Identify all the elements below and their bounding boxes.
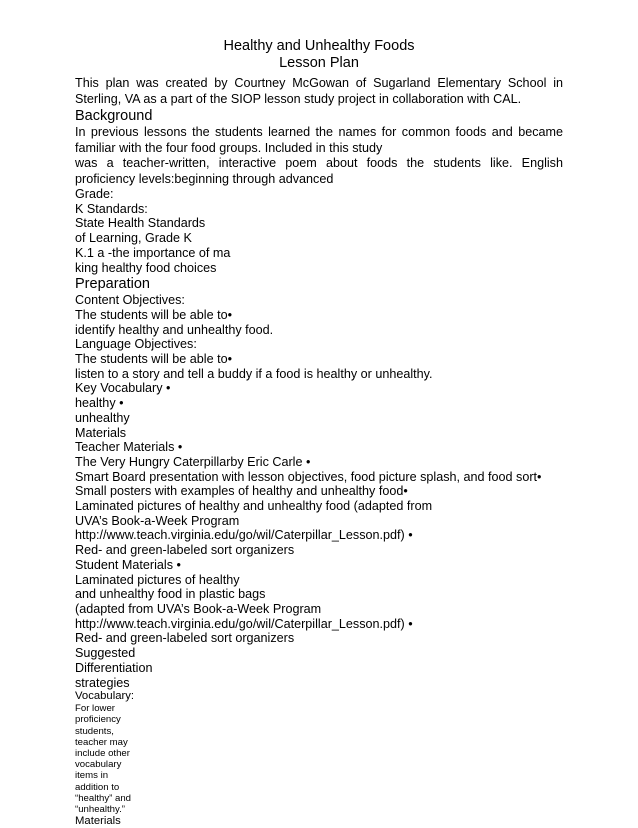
differentiation-block bbox=[75, 690, 563, 828]
preparation-line: Red- and green-labeled sort organizers bbox=[75, 631, 295, 646]
background-paragraph-1: In previous lessons the students learned the names for common foods and became familiar with the four food groups. Included in this study bbox=[75, 125, 563, 155]
preparation-line: Small posters with examples of healthy and unhealthy food• bbox=[75, 484, 408, 499]
document-page bbox=[75, 38, 563, 828]
preparation-line: and unhealthy food in plastic bags bbox=[75, 587, 266, 602]
preparation-line: http://www.teach.virginia.edu/go/wil/Caterpillar_Lesson.pdf) • bbox=[75, 616, 413, 631]
preparation-line: healthy • bbox=[75, 396, 124, 411]
preparation-line: UVA’s Book-a-Week Program bbox=[75, 513, 240, 528]
preparation-line: http://www.teach.virginia.edu/go/wil/Caterpillar_Lesson.pdf) • bbox=[75, 528, 413, 543]
background-line: K Standards: bbox=[75, 201, 148, 216]
preparation-line: Laminated pictures of healthy and unhealthy food (adapted from bbox=[75, 499, 433, 514]
background-lines bbox=[75, 187, 563, 275]
differentiation-line: “healthy” and bbox=[75, 792, 131, 804]
differentiation-line: items in bbox=[75, 770, 109, 782]
differentiation-line: “unhealthy.” bbox=[75, 804, 125, 816]
preparation-line: Suggested bbox=[75, 646, 136, 661]
preparation-line: The students will be able to• bbox=[75, 307, 233, 322]
background-line: K.1 a -the importance of ma bbox=[75, 245, 231, 260]
preparation-line: The Very Hungry Caterpillarby Eric Carle • bbox=[75, 454, 311, 469]
preparation-line: Red- and green-labeled sort organizers bbox=[75, 543, 295, 558]
preparation-line: strategies bbox=[75, 675, 130, 690]
differentiation-line: proficiency bbox=[75, 714, 121, 726]
background-line: king healthy food choices bbox=[75, 260, 217, 275]
title-line-1: Healthy and Unhealthy Foods bbox=[223, 38, 415, 54]
document-title bbox=[75, 38, 563, 72]
background-heading: Background bbox=[75, 108, 153, 124]
background-line: Grade: bbox=[75, 187, 114, 201]
preparation-line: Content Objectives: bbox=[75, 293, 185, 308]
preparation-line: listen to a story and tell a buddy if a food is healthy or unhealthy. bbox=[75, 366, 433, 381]
preparation-line: Smart Board presentation with lesson objectives, food picture splash, and food sort• bbox=[75, 469, 542, 484]
background-line: State Health Standards bbox=[75, 216, 206, 231]
differentiation-line: teacher may bbox=[75, 736, 128, 748]
differentiation-line: addition to bbox=[75, 781, 120, 793]
preparation-heading: Preparation bbox=[75, 276, 150, 293]
intro-paragraph: This plan was created by Courtney McGowan of Sugarland Elementary School in Sterling, VA as a part of the SIOP lesson study project in collaboration with CAL. bbox=[75, 76, 563, 106]
differentiation-line: For lower bbox=[75, 703, 115, 715]
preparation-line: unhealthy bbox=[75, 410, 130, 425]
preparation-line: Language Objectives: bbox=[75, 337, 197, 352]
differentiation-label: Vocabulary: bbox=[75, 690, 135, 703]
preparation-line: identify healthy and unhealthy food. bbox=[75, 322, 274, 337]
differentiation-footer: Materials bbox=[75, 815, 121, 828]
preparation-line: Laminated pictures of healthy bbox=[75, 572, 240, 587]
differentiation-line: students, bbox=[75, 725, 114, 737]
title-line-2: Lesson Plan bbox=[279, 55, 359, 71]
differentiation-line: include other bbox=[75, 748, 130, 760]
background-paragraph-2: was a teacher-written, interactive poem about foods the students like. English proficiency levels:beginning through advanced bbox=[75, 156, 563, 186]
preparation-line: The students will be able to• bbox=[75, 352, 233, 367]
preparation-line: Teacher Materials • bbox=[75, 440, 183, 455]
preparation-line: Materials bbox=[75, 425, 127, 440]
preparation-line: Differentiation bbox=[75, 660, 153, 675]
differentiation-line: vocabulary bbox=[75, 759, 122, 771]
preparation-line: Key Vocabulary • bbox=[75, 381, 171, 396]
preparation-lines bbox=[75, 293, 563, 690]
preparation-line: Student Materials • bbox=[75, 557, 181, 572]
preparation-line: (adapted from UVA’s Book-a-Week Program bbox=[75, 601, 322, 616]
background-line: of Learning, Grade K bbox=[75, 231, 192, 246]
